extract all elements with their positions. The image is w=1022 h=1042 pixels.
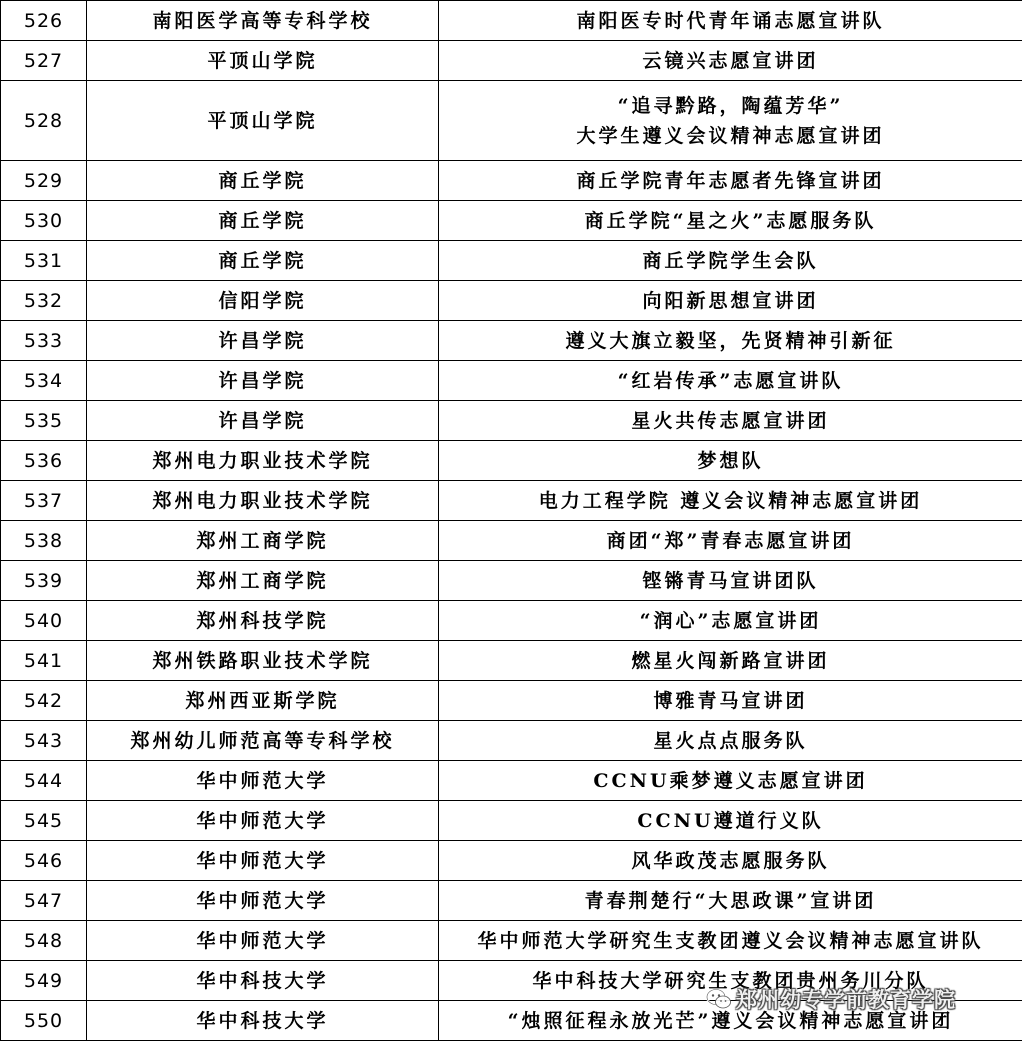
school-name: 华中师范大学 — [87, 881, 439, 921]
table-row — [1, 801, 1022, 841]
row-number: 526 — [1, 1, 87, 41]
team-name-line: 铿锵青马宣讲团队 — [642, 569, 819, 592]
team-name — [439, 41, 1022, 81]
table-row — [1, 441, 1022, 481]
team-name — [439, 281, 1022, 321]
team-name-line: 遵义大旗立毅坚，先贤精神引新征 — [565, 329, 896, 352]
row-number: 532 — [1, 281, 87, 321]
team-name — [439, 1, 1022, 41]
row-number: 537 — [1, 481, 87, 521]
school-name: 华中师范大学 — [87, 801, 439, 841]
row-number: 543 — [1, 721, 87, 761]
team-name-line: 青春荆楚行“大思政课”宣讲团 — [584, 889, 877, 912]
team-name — [439, 841, 1022, 881]
school-name: 许昌学院 — [87, 321, 439, 361]
school-name: 郑州工商学院 — [87, 561, 439, 601]
team-name — [439, 361, 1022, 401]
row-number: 549 — [1, 961, 87, 1001]
team-name — [439, 521, 1022, 561]
table-row — [1, 241, 1022, 281]
school-name: 华中师范大学 — [87, 921, 439, 961]
team-name — [439, 761, 1022, 801]
table-row — [1, 601, 1022, 641]
team-name-line: 云镜兴志愿宣讲团 — [642, 49, 819, 72]
team-name — [439, 801, 1022, 841]
table-row — [1, 161, 1022, 201]
team-name-line: 电力工程学院 遵义会议精神志愿宣讲团 — [538, 489, 923, 512]
row-number: 541 — [1, 641, 87, 681]
row-number: 542 — [1, 681, 87, 721]
team-name-line: “红岩传承”志愿宣讲队 — [617, 369, 844, 392]
school-name: 平顶山学院 — [87, 81, 439, 161]
row-number: 536 — [1, 441, 87, 481]
team-name-line: 商团“郑”青春志愿宣讲团 — [606, 529, 855, 552]
row-number: 528 — [1, 81, 87, 161]
row-number: 534 — [1, 361, 87, 401]
table-row — [1, 721, 1022, 761]
table-row — [1, 321, 1022, 361]
table-row — [1, 921, 1022, 961]
table-row — [1, 521, 1022, 561]
team-name-line: 梦想队 — [697, 449, 764, 472]
row-number: 530 — [1, 201, 87, 241]
team-name-line: 商丘学院青年志愿者先锋宣讲团 — [576, 169, 885, 192]
table-row — [1, 481, 1022, 521]
school-name: 商丘学院 — [87, 161, 439, 201]
team-name-line: 华中师范大学研究生支教团遵义会议精神志愿宣讲队 — [477, 929, 984, 952]
school-name: 郑州幼儿师范高等专科学校 — [87, 721, 439, 761]
table-row — [1, 81, 1022, 161]
school-name: 郑州电力职业技术学院 — [87, 481, 439, 521]
team-name — [439, 321, 1022, 361]
team-name-line: 华中科技大学研究生支教团贵州务川分队 — [532, 969, 929, 992]
team-name-line: 商丘学院学生会队 — [642, 249, 819, 272]
table-row — [1, 401, 1022, 441]
school-name: 商丘学院 — [87, 201, 439, 241]
school-name: 许昌学院 — [87, 401, 439, 441]
team-name-line: 风华政茂志愿服务队 — [631, 849, 830, 872]
table-row — [1, 361, 1022, 401]
team-name — [439, 881, 1022, 921]
team-name — [439, 201, 1022, 241]
team-name-line: CCNU遵道行义队 — [637, 809, 824, 832]
school-name: 南阳医学高等专科学校 — [87, 1, 439, 41]
team-name-line: 大学生遵义会议精神志愿宣讲团 — [576, 124, 885, 147]
row-number: 538 — [1, 521, 87, 561]
row-number: 547 — [1, 881, 87, 921]
team-name-line: CCNU乘梦遵义志愿宣讲团 — [593, 769, 868, 792]
watermark-text: 郑州幼专学前教育学院 — [736, 988, 956, 1012]
row-number: 548 — [1, 921, 87, 961]
team-name-line: 星火点点服务队 — [653, 729, 808, 752]
team-name-line: 星火共传志愿宣讲团 — [631, 409, 830, 432]
row-number: 544 — [1, 761, 87, 801]
team-name-line: 燃星火闯新路宣讲团 — [631, 649, 830, 672]
school-name: 华中科技大学 — [87, 961, 439, 1001]
watermark — [706, 984, 956, 1014]
school-name: 郑州工商学院 — [87, 521, 439, 561]
table-row — [1, 641, 1022, 681]
school-name: 华中科技大学 — [87, 1001, 439, 1041]
team-name-line: “润心”志愿宣讲团 — [639, 609, 822, 632]
team-name — [439, 81, 1022, 161]
row-number: 546 — [1, 841, 87, 881]
team-name-line: 向阳新思想宣讲团 — [642, 289, 819, 312]
team-name-line: 博雅青马宣讲团 — [653, 689, 808, 712]
school-name: 商丘学院 — [87, 241, 439, 281]
team-name — [439, 641, 1022, 681]
row-number: 529 — [1, 161, 87, 201]
table-row — [1, 281, 1022, 321]
wechat-icon — [706, 988, 732, 1010]
team-name-line: “追寻黔路，陶蕴芳华” — [617, 94, 844, 117]
team-name — [439, 681, 1022, 721]
table-row — [1, 561, 1022, 601]
school-name: 许昌学院 — [87, 361, 439, 401]
team-name-line: 商丘学院“星之火”志愿服务队 — [584, 209, 877, 232]
school-name: 郑州科技学院 — [87, 601, 439, 641]
team-name-line: 南阳医专时代青年诵志愿宣讲队 — [576, 9, 885, 32]
team-name — [439, 401, 1022, 441]
row-number: 531 — [1, 241, 87, 281]
row-number: 550 — [1, 1001, 87, 1041]
team-name — [439, 241, 1022, 281]
team-name-line: “烛照征程永放光芒”遵义会议精神志愿宣讲团 — [507, 1009, 954, 1032]
school-name: 华中师范大学 — [87, 761, 439, 801]
team-name — [439, 721, 1022, 761]
row-number: 539 — [1, 561, 87, 601]
team-name — [439, 161, 1022, 201]
row-number: 535 — [1, 401, 87, 441]
team-name — [439, 561, 1022, 601]
team-name — [439, 481, 1022, 521]
table-row — [1, 881, 1022, 921]
team-name — [439, 601, 1022, 641]
school-name: 郑州铁路职业技术学院 — [87, 641, 439, 681]
school-name: 信阳学院 — [87, 281, 439, 321]
table-row — [1, 681, 1022, 721]
team-name — [439, 441, 1022, 481]
table-row — [1, 761, 1022, 801]
school-name: 华中师范大学 — [87, 841, 439, 881]
table-body — [1, 1, 1022, 1041]
table-row — [1, 841, 1022, 881]
row-number: 540 — [1, 601, 87, 641]
school-name: 郑州电力职业技术学院 — [87, 441, 439, 481]
school-name: 平顶山学院 — [87, 41, 439, 81]
table-row — [1, 1, 1022, 41]
table-row — [1, 201, 1022, 241]
table-row — [1, 41, 1022, 81]
row-number: 545 — [1, 801, 87, 841]
team-name — [439, 921, 1022, 961]
school-name: 郑州西亚斯学院 — [87, 681, 439, 721]
row-number: 533 — [1, 321, 87, 361]
row-number: 527 — [1, 41, 87, 81]
